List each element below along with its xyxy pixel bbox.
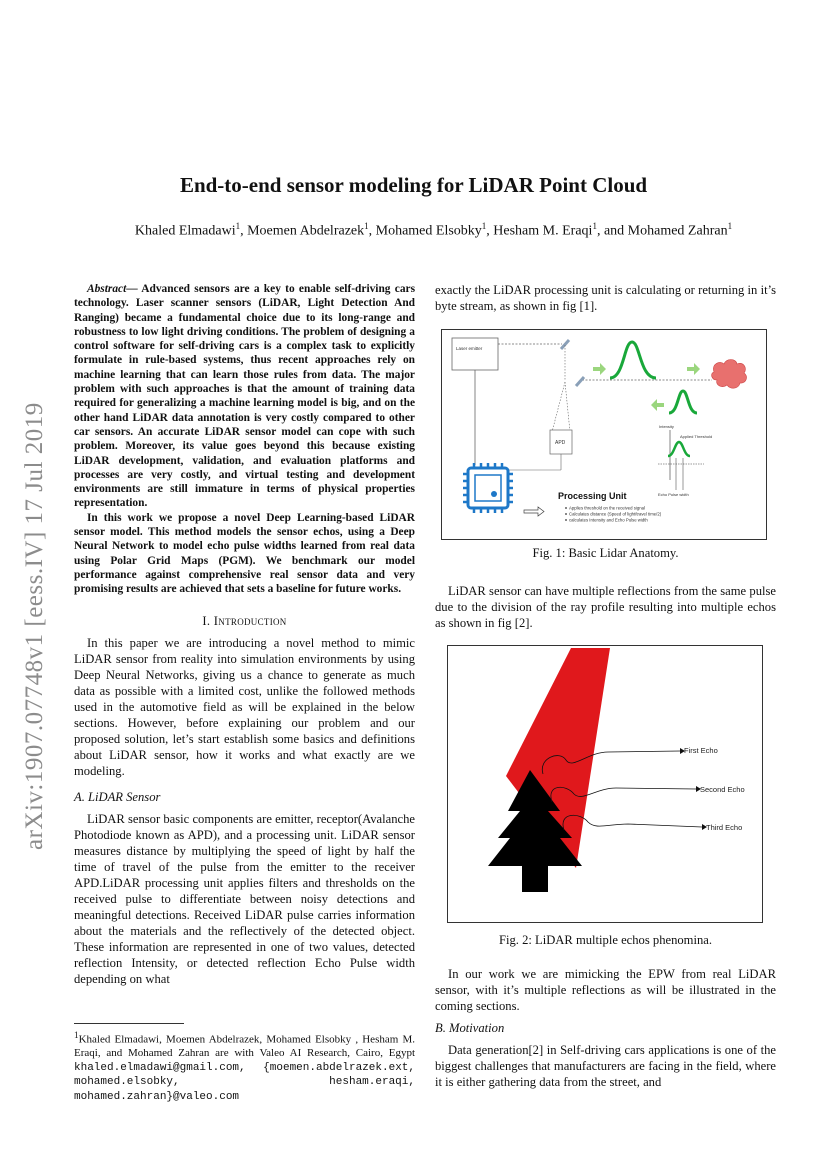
figure-lidar-anatomy (441, 329, 767, 540)
author: Mohamed Elsobky (375, 223, 482, 239)
arrow-left-icon (651, 399, 664, 411)
figure-multiple-echos (447, 645, 763, 923)
intro-paragraph: In this paper we are introducing a novel method to mimic LiDAR sensor from reality into simulation environments by using Deep Neural Networks, giving us a chance to generate as much data as possible with a limited cost, unlike the followed methods used in the automotive field as will be explained in the below sections. However, before explaining our problem and our proposed solution, let’s start establish some basics and definitions about LiDAR sensor, how it works and what exactly are we modeling. (74, 635, 415, 778)
author: Khaled Elmadawi (134, 223, 236, 239)
arrow-right-icon (524, 507, 544, 516)
cpu-chip-icon (463, 463, 513, 513)
abstract-paragraph-2: In this work we propose a novel Deep Learning-based LiDAR sensor model. This method models the sensor echos, using a Deep Neural Network to model echo pulse widths learned from real data using Polar Grid Maps (PGM). We benchmark our model performance against comprehensive real sensor data and very promising results are achieved that sets a baseline for future works. (74, 511, 415, 596)
intensity-label: Intensity (659, 424, 674, 429)
author: Hesham M. Eraqi (493, 223, 593, 239)
lidar-sensor-paragraph: LiDAR sensor basic components are emitter, receptor(Avalanche Photodiode known as APD), and a processing unit. LiDAR sensor measures distance by multiplying the speed of light by half the time of travel of the pulse from the emitter to the receiver APD.LiDAR processing unit applies filters and thresholds on the received pulse to differentiate between noisy detections and meaningful detections. Received LiDAR pulse carries information about the materials and the reflectively of the detected object. These information are represented in one of two values, detected reflection Intensity, or detected reflection Echo Pulse width depending on what (74, 811, 415, 986)
figure-1-caption: Fig. 1: Basic Lidar Anatomy. (532, 546, 679, 560)
bullet-item: calculates Intensity and Echo Pulse width (569, 517, 648, 523)
laser-emitter-label: Laser emitter (456, 346, 483, 351)
apd-label: APD (555, 440, 566, 446)
laser-emitter-box (452, 338, 498, 370)
arrow-right-icon (593, 363, 606, 375)
subsection-heading-motivation: B. Motivation (435, 1021, 505, 1035)
figure-2-caption: Fig. 2: LiDAR multiple echos phenomina. (498, 933, 713, 947)
reflected-pulse (669, 391, 697, 413)
right-paragraph-mid: LiDAR sensor can have multiple reflections from the same pulse due to the division of the ray profile resulting into multiple echos as shown in fig [2]. (435, 584, 776, 630)
footnote-rule (74, 1023, 184, 1024)
arrow-right-icon (687, 363, 700, 375)
emitted-pulse (610, 342, 656, 378)
first-echo-label: First Echo (684, 746, 718, 755)
epw-pulse (668, 442, 690, 456)
paper-title: End-to-end sensor modeling for LiDAR Point Cloud (179, 173, 648, 197)
left-column (74, 282, 415, 987)
third-echo-label: Third Echo (706, 823, 743, 832)
right-paragraph-after-fig2: In our work we are mimicking the EPW from real LiDAR sensor, with it’s multiple reflections as will be illustrated in the coming sections. B. Motivation Data generation[2] in Self-driving cars applications is one of the biggest challenges that manufacturers are facing in the field, where it is either gathering data from the street, and (435, 967, 776, 1089)
subsection-heading-lidar-sensor: A. LiDAR Sensor (74, 789, 161, 804)
third-echo-line (563, 815, 702, 830)
footnote: $^1$Khaled Elmadawi, Moemen Abdelrazek, Mohamed Elsobky , Hesham M. Eraqi, and Mohamed Zahran are with Valeo AI Research, Cairo, Egypt khaled.elmadawi@gmail.com, {moemen.abdelrazek.ext, mohamed.elsobky, hesham.eraqi, mohamed.zahran}@valeo.com (74, 1029, 415, 1104)
motivation-paragraph: Data generation[2] in Self-driving cars applications is one of the biggest challenges that manufacturers are facing in the field, where it is either gathering data from the street, and (435, 1043, 776, 1089)
author: Moemen Abdelrazek (247, 223, 365, 239)
section-heading-introduction: I. Introduction (202, 613, 287, 628)
right-paragraph-top: exactly the LiDAR processing unit is calculating or returning in it’s byte stream, as shown in fig [1]. (435, 283, 776, 313)
epw-label: Echo Pulse width (658, 492, 689, 497)
mirror-icon (576, 377, 584, 386)
mirror-icon (561, 340, 569, 349)
bullet-item: Calculates distance (Speed of light/travel time/2) (569, 511, 662, 517)
author: Mohamed Zahran (627, 223, 728, 239)
bullet-item: Applies threshold on the received signal (569, 505, 645, 511)
target-object-cloud (712, 360, 747, 389)
processing-unit-label: Processing Unit (558, 491, 627, 501)
author-list: Khaled Elmadawi$^1$, Moemen Abdelrazek$^1$, Mohamed Elsobky$^1$, Hesham M. Eraqi$^1$, and Mohamed Zahran$^1$ (134, 221, 733, 239)
second-echo-label: Second Echo (700, 785, 745, 794)
abstract-paragraph: Abstract— Advanced sensors are a key to enable self-driving cars technology. Laser scanner sensors (LiDAR, Light Detection And Ranging) became a fundamental choice due to its long-range and robustness to low light driving conditions. The problem of designing a control software for self-driving cars is a complex task to explicitly formulate in rule-based systems, thus recent approaches rely on machine learning that can learn those rules from data. The major problem with such approaches is that the amount of training data required for generalizing a machine learning model is big, and on the other hand LiDAR data annotation is very costly compared to other car sensors. An accurate LiDAR sensor model can cope with such problem. Moreover, its value goes beyond this because existing LiDAR development, validation, and evaluation platforms and processes are very costly, and virtual testing and development environments are still immature in terms of physical properties representation. (74, 283, 415, 510)
arxiv-stamp: arXiv:1907.07748v1 [eess.IV] 17 Jul 2019 (21, 402, 48, 850)
threshold-label: Applied Threshold (680, 434, 713, 439)
